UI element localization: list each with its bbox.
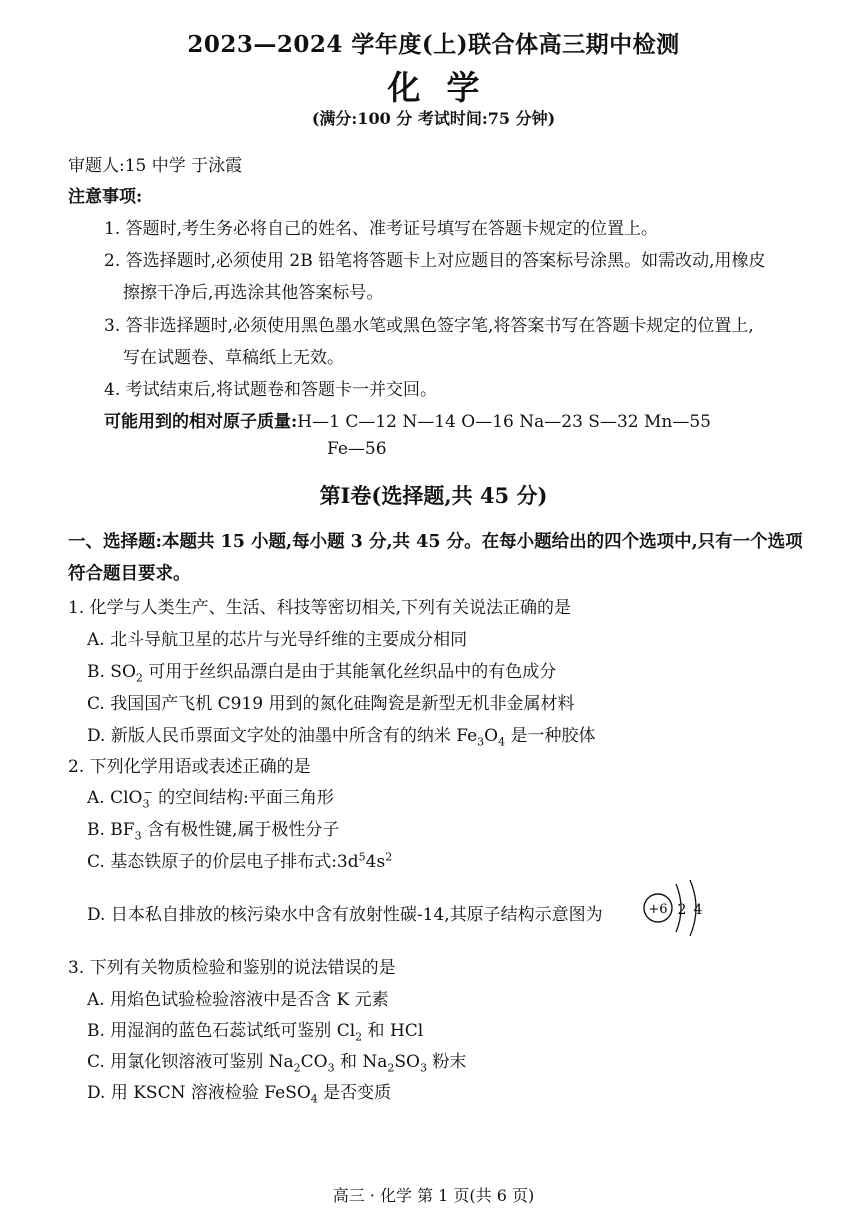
q3-option-a: A. 用焰色试验检验溶液中是否含 K 元素 — [87, 990, 389, 1010]
q2-stem: 2. 下列化学用语或表述正确的是 — [68, 757, 311, 777]
notice-item-1: 1. 答题时,考生务必将自己的姓名、准考证号填写在答题卡规定的位置上。 — [104, 219, 659, 239]
subject-title: 化学 — [387, 68, 506, 107]
q3-option-c: C. 用氯化钡溶液可鉴别 $Na_2CO_3$ 和 $Na_2SO_3$ 粉末 — [87, 1052, 467, 1075]
q2-option-a: A. ClO$_3$− 的空间结构:平面三角形 — [87, 786, 334, 811]
reviewer: 审题人:15 中学 于泳霞 — [68, 156, 243, 176]
q1-stem: 1. 化学与人类生产、生活、科技等密切相关,下列有关说法正确的是 — [68, 598, 572, 618]
q3-option-d: D. 用 KSCN 溶液检验 FeSO$_4$ 是否变质 — [87, 1083, 392, 1106]
section-title: 第Ⅰ卷(选择题,共 45 分) — [319, 483, 548, 508]
exam-meta: (满分:100 分 考试时间:75 分钟) — [311, 109, 556, 128]
q2-option-b: B. $BF_3$ 含有极性键,属于极性分子 — [87, 820, 340, 843]
q3-option-b: B. 用湿润的蓝色石蕊试纸可鉴别 $Cl_2$ 和 HCl — [87, 1021, 424, 1044]
q1-option-d: D. 新版人民币票面文字处的油墨中所含有的纳米 $Fe_3O_4$ 是一种胶体 — [87, 726, 596, 749]
nucleus-charge: +6 — [648, 902, 668, 917]
q1-option-a: A. 北斗导航卫星的芯片与光导纤维的主要成分相同 — [87, 630, 468, 650]
exam-title: 2023—2024 学年度(上)联合体高三期中检测 — [187, 31, 680, 58]
notice-heading: 注意事项: — [68, 187, 143, 207]
page-footer: 高三 · 化学 第 1 页(共 6 页) — [332, 1186, 535, 1205]
notice-item-3: 3. 答非选择题时,必须使用黑色墨水笔或黑色签字笔,将答案书写在答题卡规定的位置上, — [104, 316, 754, 336]
notice-item-2-cont: 擦擦干净后,再选涂其他答案标号。 — [123, 283, 384, 303]
atomic-masses-label: 可能用到的相对原子质量: — [104, 412, 298, 432]
atom-structure-diagram — [642, 876, 722, 940]
q3-stem: 3. 下列有关物质检验和鉴别的说法错误的是 — [68, 958, 396, 978]
part1-instruction: 一、选择题:本题共 15 小题,每小题 3 分,共 45 分。在每小题给出的四个选项中,只有一个选项 — [68, 532, 803, 552]
electron-shell-1-count: 2 — [677, 902, 687, 918]
q2-option-c: C. 基态铁原子的价层电子排布式$:3d^54s^2$ — [87, 850, 393, 872]
notice-item-4: 4. 考试结束后,将试题卷和答题卡一并交回。 — [104, 380, 438, 400]
notice-item-3-cont: 写在试题卷、草稿纸上无效。 — [123, 348, 344, 368]
electron-shell-2-count: 4 — [693, 902, 703, 918]
atomic-masses-2: Fe—56 — [327, 439, 387, 459]
atomic-masses — [104, 407, 711, 432]
part1-instruction-cont: 符合题目要求。 — [68, 564, 191, 584]
q1-option-b: B. $SO_2$ 可用于丝织品漂白是由于其能氧化丝织品中的有色成分 — [87, 662, 557, 685]
notice-item-2: 2. 答选择题时,必须使用 2B 铅笔将答题卡上对应题目的答案标号涂黑。如需改动,用橡皮 — [104, 251, 766, 271]
atomic-masses-values: H—1 C—12 N—14 O—16 Na—23 S—32 Mn—55 — [297, 412, 711, 432]
q1-option-c: C. 我国国产飞机 C919 用到的氮化硅陶瓷是新型无机非金属材料 — [87, 694, 575, 714]
q2-option-d: D. 日本私自排放的核污染水中含有放射性碳-14,其原子结构示意图为 — [87, 905, 603, 925]
